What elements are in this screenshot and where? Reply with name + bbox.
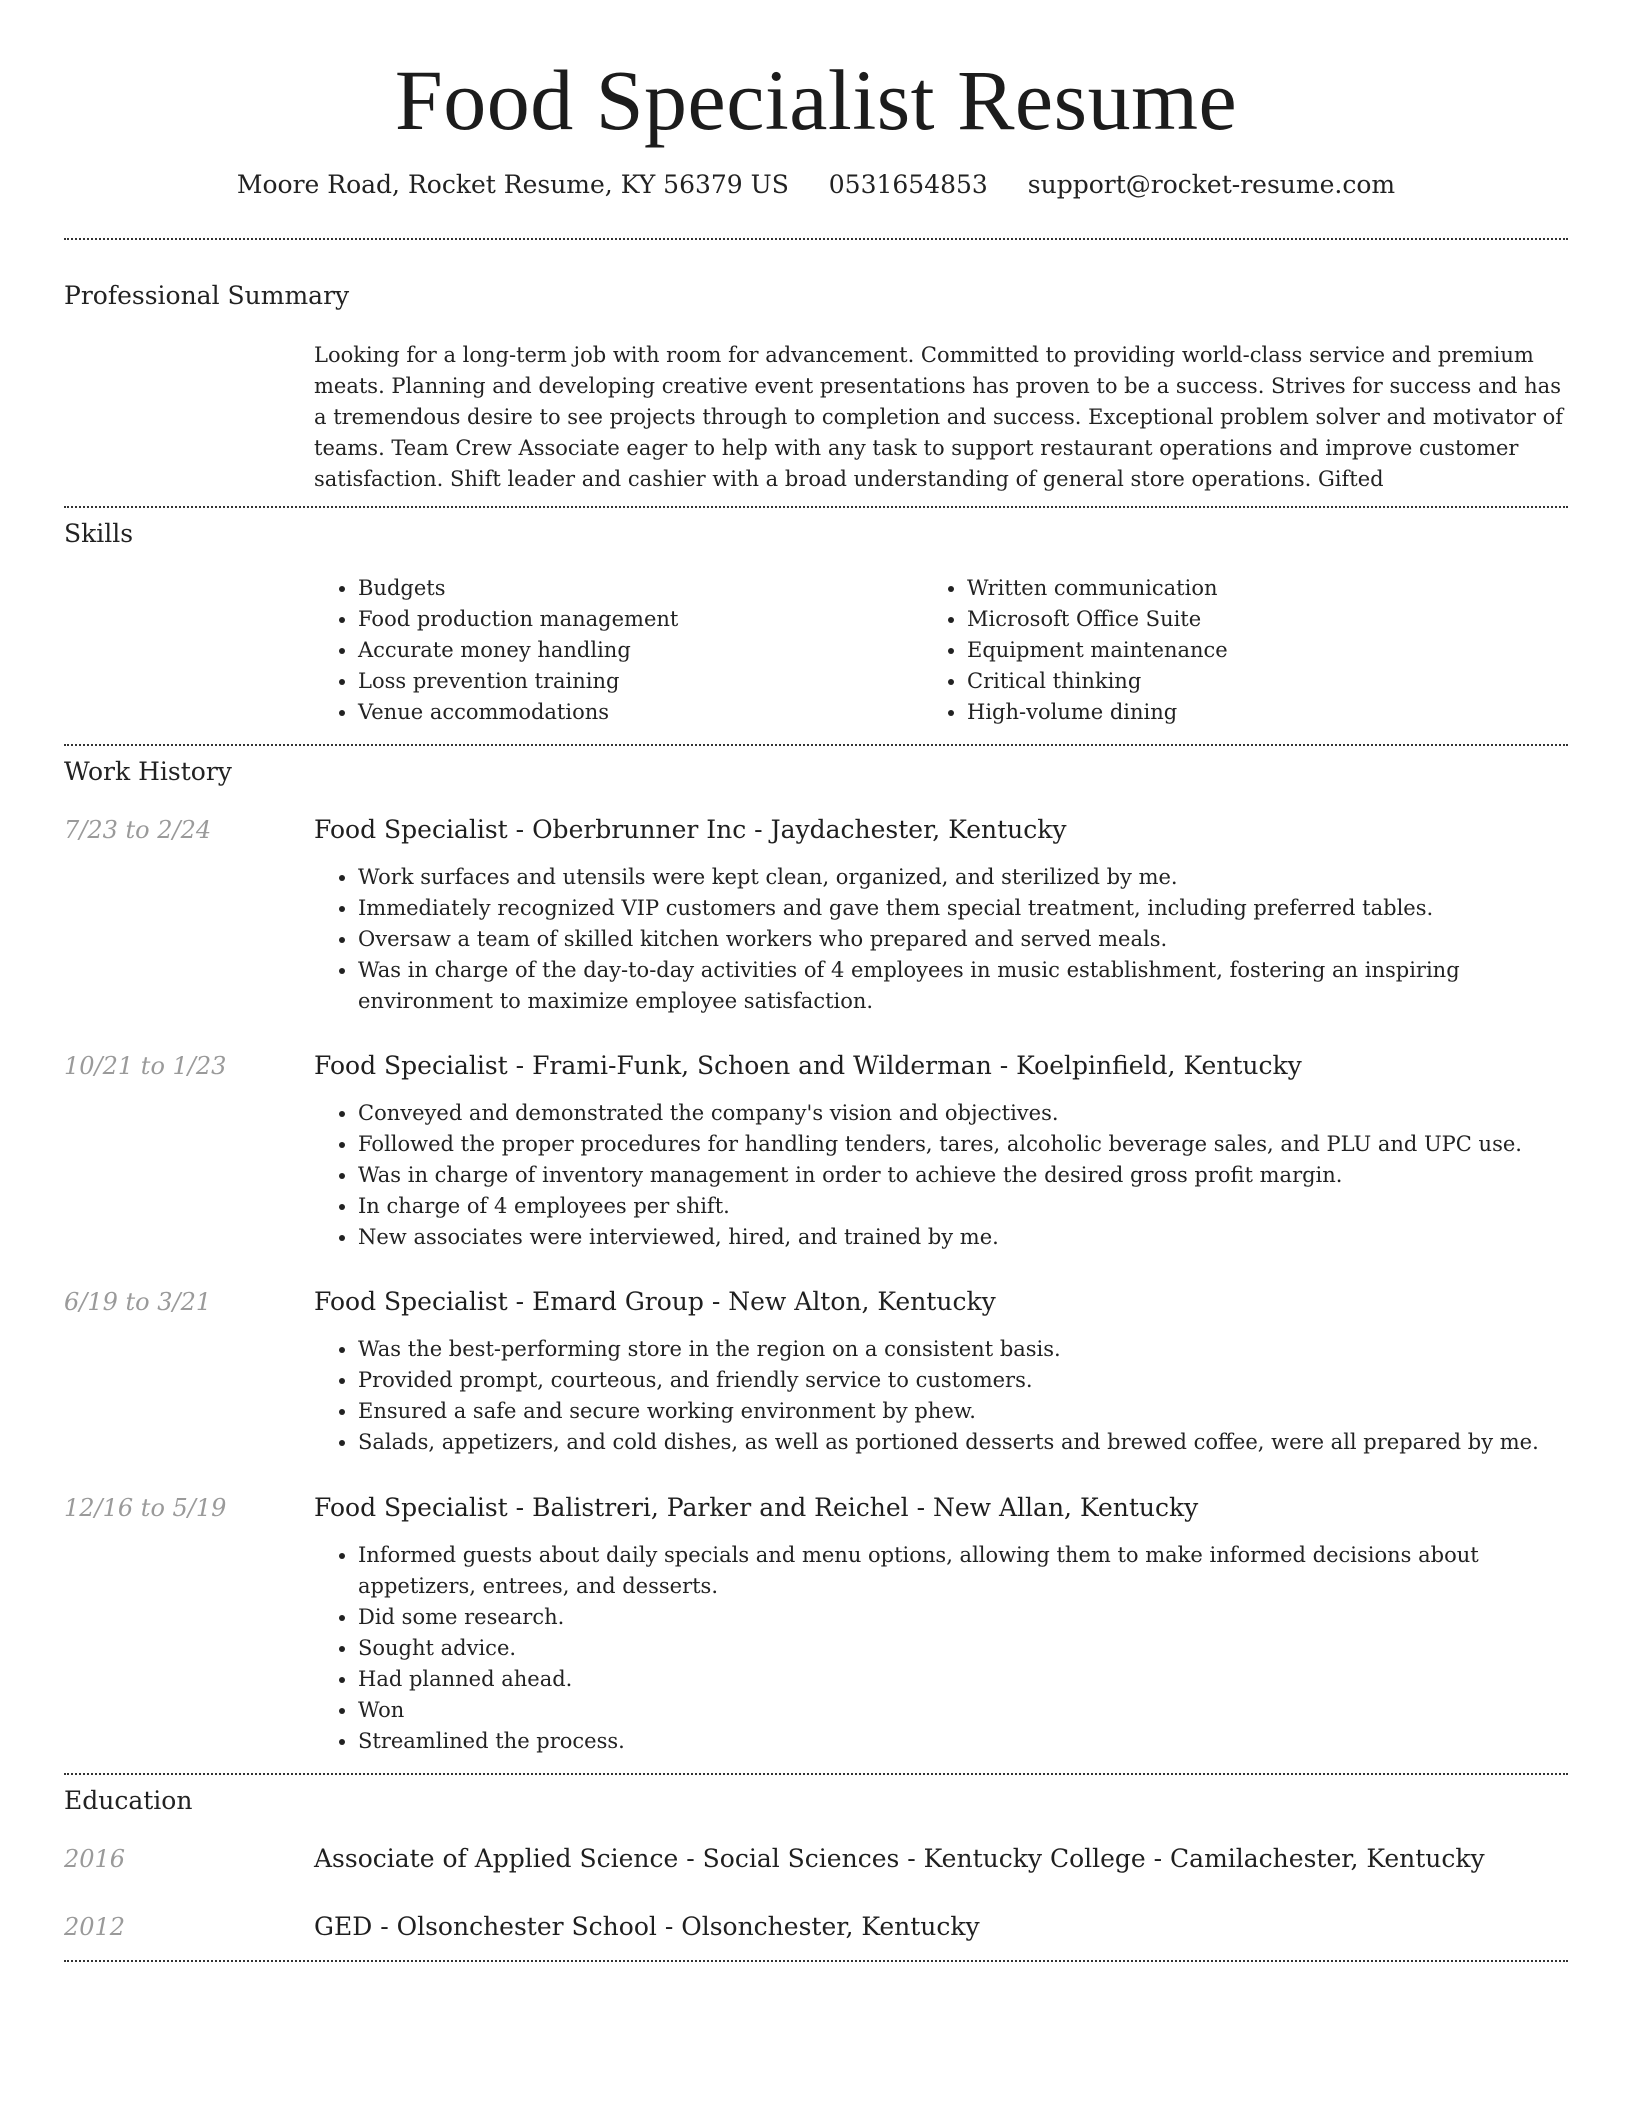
section-divider <box>64 744 1568 746</box>
job-date: 6/19 to 3/21 <box>64 1288 212 1316</box>
summary-text: Looking for a long-term job with room for advancement. Committed to providing world-class service and premium meats. Planning and developing creative event presentations has proven to be a success. Strives for success and has a tremendous desire to see projects through to completion and success. Exceptional problem solver and motivator of teams. Team Crew Associate eager to help with any task to support restaurant operations and improve customer satisfaction. Shift leader and cashier with a broad understanding of general store operations. Gifted <box>314 343 1564 491</box>
contact-line <box>0 168 1632 202</box>
skill-item: • Budgets <box>358 573 918 604</box>
skill-item: • High-volume dining <box>967 697 1567 728</box>
job-bullet: • New associates were interviewed, hired, and trained by me. <box>358 1222 1568 1253</box>
job-bullet: • Provided prompt, courteous, and friendly service to customers. <box>358 1365 1568 1396</box>
resume-title: Food Specialist Resume <box>394 52 1238 148</box>
job-bullet: • Salads, appetizers, and cold dishes, as well as portioned desserts and brewed coffee, were all prepared by me. <box>358 1427 1568 1458</box>
job-bullet: • Oversaw a team of skilled kitchen workers who prepared and served meals. <box>358 924 1568 955</box>
job-heading: Food Specialist - Balistreri, Parker and Reichel - New Allan, Kentucky <box>314 1493 1199 1522</box>
job-bullets <box>314 1334 1568 1458</box>
section-divider <box>64 1960 1568 1962</box>
job-bullet: • Won <box>358 1695 1568 1726</box>
skills-list-right <box>923 573 1567 728</box>
job-date: 10/21 to 1/23 <box>64 1052 227 1080</box>
skill-item: • Accurate money handling <box>358 635 918 666</box>
education-heading: Associate of Applied Science - Social Sciences - Kentucky College - Camilachester, Kentucky <box>314 1844 1485 1873</box>
job-heading: Food Specialist - Oberbrunner Inc - Jaydachester, Kentucky <box>314 815 1067 844</box>
job-bullet: • Immediately recognized VIP customers and gave them special treatment, including preferred tables. <box>358 893 1568 924</box>
work-section-title: Work History <box>64 757 232 786</box>
job-heading: Food Specialist - Frami-Funk, Schoen and Wilderman - Koelpinfield, Kentucky <box>314 1051 1302 1080</box>
section-divider <box>64 1773 1568 1775</box>
job-bullet: • Did some research. <box>358 1602 1568 1633</box>
job-bullets <box>314 1098 1568 1253</box>
section-divider <box>64 506 1568 508</box>
job-bullet: • Conveyed and demonstrated the company's vision and objectives. <box>358 1098 1568 1129</box>
job-bullet: • In charge of 4 employees per shift. <box>358 1191 1568 1222</box>
education-entry <box>64 1843 1568 1875</box>
skill-item: • Food production management <box>358 604 918 635</box>
skill-item: • Venue accommodations <box>358 697 918 728</box>
section-divider <box>64 238 1568 240</box>
job-bullet: • Followed the proper procedures for handling tenders, tares, alcoholic beverage sales, and PLU and UPC use. <box>358 1129 1568 1160</box>
education-entry <box>64 1911 1568 1943</box>
job-bullet: • Sought advice. <box>358 1633 1568 1664</box>
education-date: 2012 <box>64 1913 126 1941</box>
education-section-title: Education <box>64 1786 193 1815</box>
job-date: 7/23 to 2/24 <box>64 816 212 844</box>
job-bullet: • Had planned ahead. <box>358 1664 1568 1695</box>
skill-item: • Loss prevention training <box>358 666 918 697</box>
contact-address: Moore Road, Rocket Resume, KY 56379 US <box>236 170 789 199</box>
job-bullet: • Was in charge of inventory management in order to achieve the desired gross profit margin. <box>358 1160 1568 1191</box>
job-bullets <box>314 862 1568 1017</box>
job-bullet: • Ensured a safe and secure working environment by phew. <box>358 1396 1568 1427</box>
contact-email[interactable]: support@rocket-resume.com <box>1027 170 1396 199</box>
summary-section-title: Professional Summary <box>64 281 350 310</box>
job-bullet: • Work surfaces and utensils were kept clean, organized, and sterilized by me. <box>358 862 1568 893</box>
skills-list-left <box>314 573 918 728</box>
job-bullets <box>314 1540 1568 1757</box>
skill-item: • Written communication <box>967 573 1567 604</box>
job-date: 12/16 to 5/19 <box>64 1494 227 1522</box>
education-date: 2016 <box>64 1845 126 1873</box>
skills-section-title: Skills <box>64 519 134 548</box>
job-bullet: • Informed guests about daily specials and menu options, allowing them to make informed decisions about appetizers, entrees, and desserts. <box>358 1540 1568 1602</box>
skill-item: • Critical thinking <box>967 666 1567 697</box>
education-heading: GED - Olsonchester School - Olsonchester, Kentucky <box>314 1912 980 1941</box>
job-heading: Food Specialist - Emard Group - New Alton, Kentucky <box>314 1287 996 1316</box>
job-bullet: • Was the best-performing store in the region on a consistent basis. <box>358 1334 1568 1365</box>
skill-item: • Microsoft Office Suite <box>967 604 1567 635</box>
job-bullet: • Was in charge of the day-to-day activities of 4 employees in music establishment, fostering an inspiring environment to maximize employee satisfaction. <box>358 955 1568 1017</box>
skill-item: • Equipment maintenance <box>967 635 1567 666</box>
job-bullet: • Streamlined the process. <box>358 1726 1568 1757</box>
contact-phone: 0531654853 <box>828 170 988 199</box>
